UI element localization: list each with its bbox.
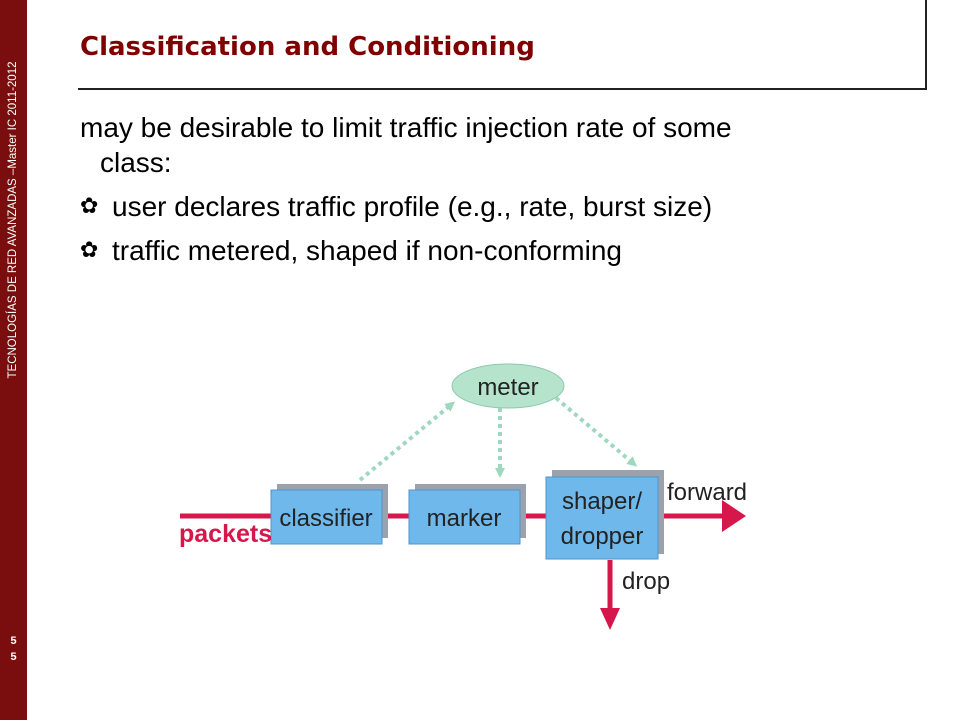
packets-label: packets	[179, 520, 273, 548]
gear-bullet-icon: ✿	[80, 238, 99, 263]
drop-arrowhead	[600, 608, 620, 630]
course-label: TECNOLOGÍAS DE RED AVANZADAS –Master IC 2011-2012	[7, 61, 19, 379]
intro-line-2: class:	[100, 147, 172, 178]
forward-label: forward	[667, 479, 748, 506]
drop-label: drop	[622, 568, 671, 595]
slide-number-digit: 5	[10, 636, 17, 648]
shaper-label-line-2: dropper	[560, 523, 644, 550]
marker-label: marker	[426, 505, 502, 532]
meter-label: meter	[477, 374, 539, 401]
gear-bullet-icon: ✿	[80, 194, 99, 219]
bullet-text: user declares traffic profile (e.g., rate, burst size)	[112, 191, 713, 222]
classifier-to-meter-arrow	[360, 404, 452, 480]
intro-line-1: may be desirable to limit traffic injection rate of some	[80, 112, 732, 143]
bullet-text: traffic metered, shaped if non-conforming	[112, 235, 622, 266]
slide-number-digit: 5	[10, 652, 17, 664]
shaper-label-line-1: shaper/	[561, 488, 643, 515]
classifier-label: classifier	[279, 505, 373, 532]
meter-to-shaper-arrow	[556, 398, 634, 464]
slide-title: Classification and Conditioning	[80, 32, 535, 62]
